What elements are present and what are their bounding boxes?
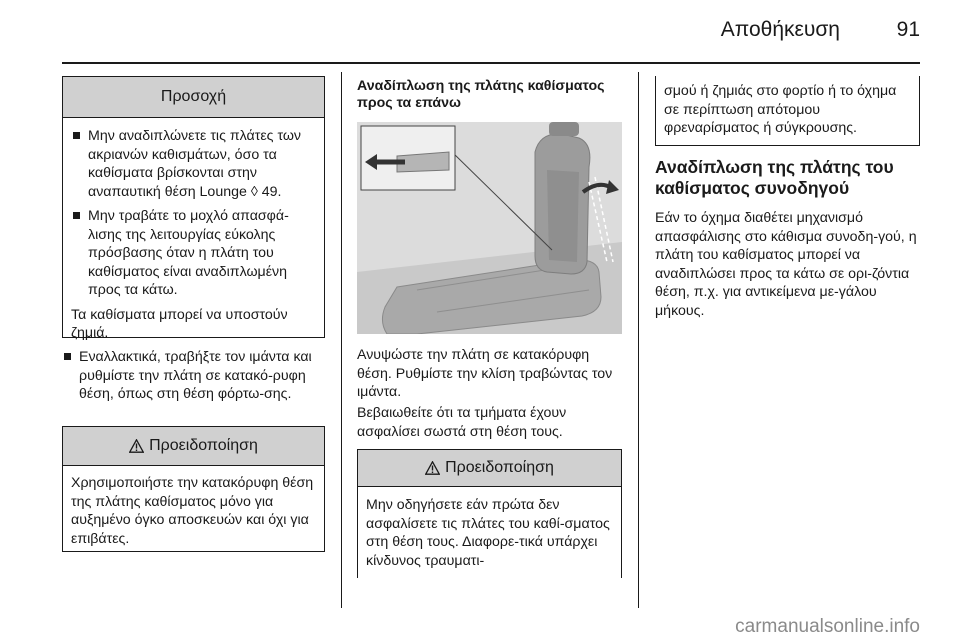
warning-1-text: Χρησιμοποιήστε την κατακόρυφη θέση της πλάτης καθίσματος μόνο για αυξημένο όγκο αποσκευών και όχι για επιβάτες.	[71, 475, 314, 547]
caution-note: Τα καθίσματα μπορεί να υποστούν ζημιά.	[71, 306, 288, 341]
backrest-raise-heading: Αναδίπλωση της πλάτης καθίσματος προς τα επάνω	[357, 78, 605, 111]
warning-box-1-header	[63, 427, 324, 466]
watermark: carmanualsonline.info	[735, 616, 920, 637]
warning-box-2	[357, 449, 622, 578]
warning-1-title: Προειδοποίηση	[149, 437, 258, 454]
caution-title: Προσοχή	[160, 88, 227, 105]
warning-triangle-icon	[129, 439, 144, 453]
header-rule	[62, 62, 920, 64]
seat-backrest-illustration	[357, 122, 622, 334]
caution-bullet-1: Μην αναδιπλώνετε τις πλάτες των ακριανών καθισμάτων, όσο τα καθίσματα βρίσκονται στην αναπαυτική θέση Lounge ◊ 49.	[71, 127, 316, 201]
warning-box-2-header	[358, 450, 621, 487]
alternative-bullet: Εναλλακτικά, τραβήξτε τον ιμάντα και ρυθμίστε την πλάτη σε κατακό-ρυφη θέση, όπως στη θέση φόρτω-σης.	[62, 348, 325, 404]
warning-box-2-body	[358, 487, 621, 570]
warning-continuation-body	[656, 76, 919, 138]
caution-box-header	[63, 77, 324, 118]
caution-box	[62, 76, 325, 341]
warning-2-title: Προειδοποίηση	[445, 459, 554, 476]
column-divider-2	[638, 72, 639, 608]
warning-triangle-icon	[425, 461, 440, 475]
column-divider-1	[341, 72, 342, 608]
page-number: 91	[896, 18, 920, 41]
passenger-backrest-text: Εάν το όχημα διαθέτει μηχανισμό απασφάλισης στο κάθισμα συνοδη-γού, η πλάτη του καθίσματος μπορεί να αναδιπλώσει προς τα κάτω σε ορι-ζόντια θέση, π.χ. για αντικείμενα με-γάλου μήκους.	[655, 210, 917, 319]
backrest-raise-paragraph-2: Βεβαιωθείτε ότι τα τμήματα έχουν ασφαλίσει σωστά στη θέση τους.	[357, 405, 567, 440]
passenger-backrest-heading: Αναδίπλωση της πλάτης του καθίσματος συνοδηγού	[655, 157, 894, 198]
caution-box-body	[63, 118, 324, 343]
warning-box-2-continuation	[655, 76, 920, 146]
warning-continuation-text: σμού ή ζημιάς στο φορτίο ή το όχημα σε περίπτωση απότομου φρεναρίσματος ή σύγκρουσης.	[664, 83, 897, 136]
warning-2-text: Μην οδηγήσετε εάν πρώτα δεν ασφαλίσετε τις πλάτες του καθί-σματος στη θέση τους. Διαφορε-τικά υπάρχει κίνδυνος τραυματι-	[366, 497, 610, 569]
caution-bullet-2: Μην τραβάτε το μοχλό απασφά-λισης της λειτουργίας εύκολης πρόσβασης όταν η πλάτη του καθίσματος είναι αναδιπλωμένη προς τα κάτω.	[71, 207, 316, 300]
page-section-title: Αποθήκευση	[720, 18, 840, 41]
backrest-raise-paragraph-1: Ανυψώστε την πλάτη σε κατακόρυφη θέση. Ρυθμίστε την κλίση τραβώντας τον ιμάντα.	[357, 347, 613, 400]
warning-box-1	[62, 426, 325, 552]
warning-box-1-body	[63, 466, 324, 548]
